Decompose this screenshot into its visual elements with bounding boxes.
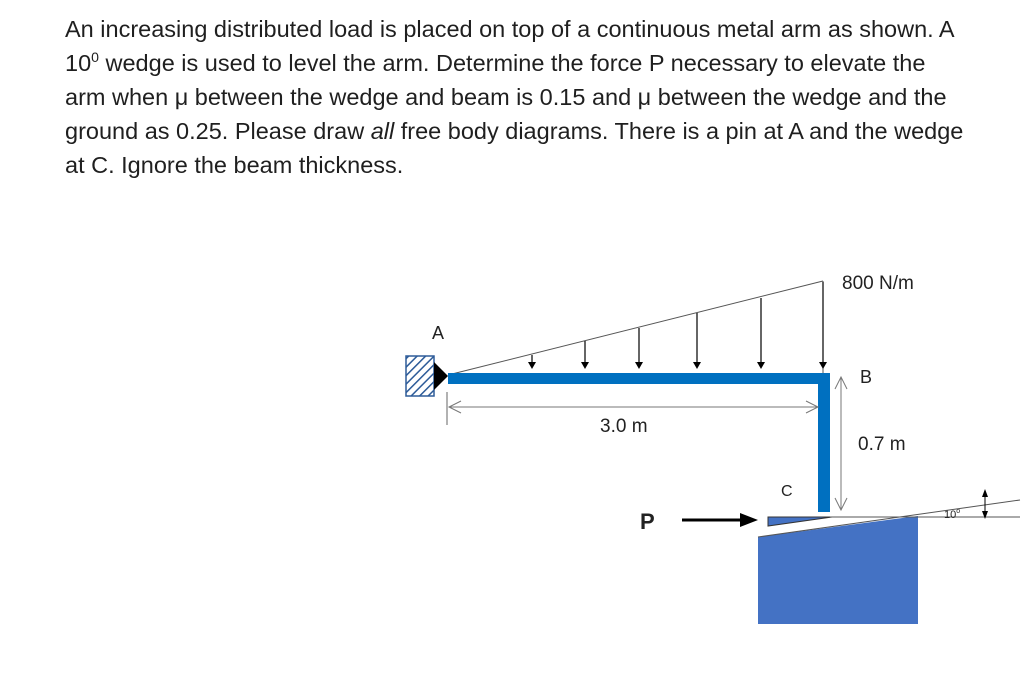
horizontal-dimension-label: 3.0 m xyxy=(600,416,648,437)
wedge xyxy=(768,517,832,526)
load-arrows xyxy=(528,282,827,369)
load-arrow-3 xyxy=(635,362,643,369)
force-p-arrowhead xyxy=(740,513,758,527)
angle-arrow-down xyxy=(982,511,988,519)
angle-value: 10 xyxy=(944,509,957,521)
load-arrow-4 xyxy=(693,362,701,369)
angle-indicator xyxy=(982,489,988,519)
italic-emphasis: all xyxy=(370,118,395,144)
load-arrow-5 xyxy=(757,362,765,369)
angle-arrow-up xyxy=(982,489,988,497)
angle-degree-symbol: o xyxy=(956,508,961,515)
vertical-arm xyxy=(818,373,830,512)
pin-label-a: A xyxy=(432,323,445,343)
vertical-dimension-label: 0.7 m xyxy=(858,434,906,455)
force-label-p: P xyxy=(640,509,655,534)
horizontal-arm xyxy=(448,373,830,384)
vertical-dimension xyxy=(835,377,847,510)
load-label: 800 N/m xyxy=(842,273,914,294)
distributed-load xyxy=(448,281,827,375)
problem-text-part-1: An increasing distributed load is placed on top of a continuous metal arm as shown. A 10 xyxy=(65,16,954,76)
ground-block xyxy=(758,516,918,624)
corner-label-b: B xyxy=(860,367,873,387)
load-hypotenuse xyxy=(448,281,823,375)
degree-superscript: 0 xyxy=(91,49,99,66)
wedge-label-c: C xyxy=(781,483,793,500)
pin-a-icon xyxy=(434,362,448,390)
wall-support xyxy=(406,356,434,396)
load-arrow-1 xyxy=(528,362,536,369)
load-arrow-2 xyxy=(581,362,589,369)
force-p-arrow xyxy=(682,513,758,527)
angle-label xyxy=(944,508,960,521)
problem-text-part-2: wedge is used to level the arm. Determine the force P necessary to elevate the arm when μ between the wedge and beam is 0.15 and μ between the wedge and the ground as 0.25. Please draw xyxy=(65,50,947,144)
problem-text-part-3: free body diagrams. There is a pin at A and the wedge at C. Ignore the beam thickness. xyxy=(65,118,964,178)
load-arrow-6 xyxy=(819,362,827,369)
